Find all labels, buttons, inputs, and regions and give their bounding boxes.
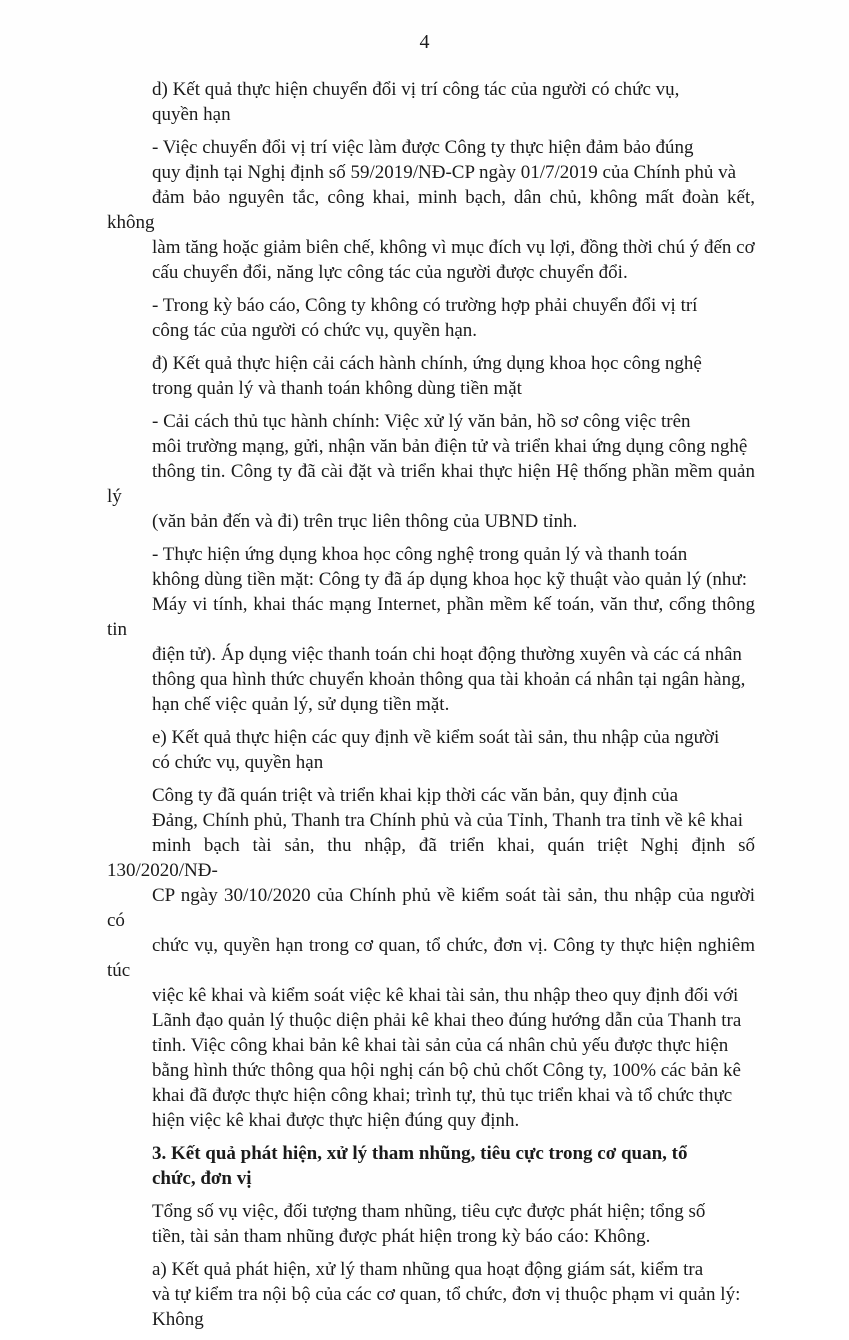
paragraph-s3p1	[107, 1199, 755, 1249]
text-line: hiện việc kê khai được thực hiện đúng quy định.	[152, 1110, 520, 1131]
paragraph-d1	[107, 135, 755, 285]
paragraph-dd1	[107, 409, 755, 534]
text-line: - Trong kỳ báo cáo, Công ty không có trường hợp phải chuyển đổi vị trí	[152, 295, 698, 316]
text-line: CP ngày 30/10/2020 của Chính phủ về kiểm soát tài sản, thu nhập của người có	[107, 885, 755, 931]
text-line: minh bạch tài sản, thu nhập, đã triển khai, quán triệt Nghị định số 130/2020/NĐ-	[107, 835, 755, 881]
paragraph-d2	[107, 293, 755, 343]
text-line: môi trường mạng, gửi, nhận văn bản điện tử và triển khai ứng dụng công nghệ	[152, 436, 748, 457]
text-line: - Việc chuyển đổi vị trí việc làm được Công ty thực hiện đảm bảo đúng	[152, 137, 694, 158]
text-line: khai đã được thực hiện công khai; trình tự, thủ tục triển khai và tổ chức thực	[152, 1085, 733, 1106]
text-line: - Cải cách thủ tục hành chính: Việc xử lý văn bản, hồ sơ công việc trên	[152, 411, 691, 432]
text-line: hạn chế việc quản lý, sử dụng tiền mặt.	[152, 694, 450, 715]
paragraph-dd	[107, 351, 755, 401]
text-line: thông tin. Công ty đã cài đặt và triển khai thực hiện Hệ thống phần mềm quản lý	[107, 461, 755, 507]
text-line: e) Kết quả thực hiện các quy định về kiểm soát tài sản, thu nhập của người	[152, 727, 720, 748]
document-body	[107, 77, 755, 1340]
text-line: và tự kiểm tra nội bộ của các cơ quan, tổ chức, đơn vị thuộc phạm vi quản lý:	[152, 1284, 741, 1305]
text-line: tiền, tài sản tham nhũng được phát hiện trong kỳ báo cáo: Không.	[152, 1226, 651, 1247]
text-line: đ) Kết quả thực hiện cải cách hành chính, ứng dụng khoa học công nghệ	[152, 353, 702, 374]
text-line: đảm bảo nguyên tắc, công khai, minh bạch, dân chủ, không mất đoàn kết, không	[107, 187, 755, 233]
paragraph-e	[107, 725, 755, 775]
text-line: có chức vụ, quyền hạn	[152, 752, 324, 773]
text-line: cấu chuyển đổi, năng lực công tác của người được chuyển đổi.	[152, 262, 628, 283]
text-line: không dùng tiền mặt: Công ty đã áp dụng khoa học kỹ thuật vào quản lý (như:	[152, 569, 747, 590]
text-line: 3. Kết quả phát hiện, xử lý tham nhũng, tiêu cực trong cơ quan, tổ	[152, 1143, 688, 1164]
text-line: tỉnh. Việc công khai bản kê khai tài sản của cá nhân chủ yếu được thực hiện	[152, 1035, 729, 1056]
text-line: chức, đơn vị	[152, 1168, 252, 1189]
paragraph-d	[107, 77, 755, 127]
text-line: - Thực hiện ứng dụng khoa học công nghệ trong quản lý và thanh toán	[152, 544, 688, 565]
page-number: 4	[419, 31, 430, 53]
text-line: điện tử). Áp dụng việc thanh toán chi hoạt động thường xuyên và các cá nhân	[152, 644, 742, 665]
paragraph-s3a	[107, 1257, 755, 1332]
text-line: d) Kết quả thực hiện chuyển đổi vị trí công tác của người có chức vụ,	[152, 79, 680, 100]
text-line: quy định tại Nghị định số 59/2019/NĐ-CP ngày 01/7/2019 của Chính phủ và	[152, 162, 737, 183]
text-line: Không	[152, 1309, 204, 1330]
text-line: Công ty đã quán triệt và triển khai kịp thời các văn bản, quy định của	[152, 785, 679, 806]
text-line: trong quản lý và thanh toán không dùng tiền mặt	[152, 378, 522, 399]
paragraph-dd2	[107, 542, 755, 717]
text-line: bằng hình thức thông qua hội nghị cán bộ chủ chốt Công ty, 100% các bản kê	[152, 1060, 741, 1081]
text-line: Tổng số vụ việc, đối tượng tham nhũng, tiêu cực được phát hiện; tổng số	[152, 1201, 706, 1222]
text-line: chức vụ, quyền hạn trong cơ quan, tổ chức, đơn vị. Công ty thực hiện nghiêm túc	[107, 935, 755, 981]
text-line: quyền hạn	[152, 104, 231, 125]
section-heading-s3	[107, 1141, 755, 1191]
text-line: Đảng, Chính phủ, Thanh tra Chính phủ và của Tỉnh, Thanh tra tỉnh về kê khai	[152, 810, 744, 831]
text-line: a) Kết quả phát hiện, xử lý tham nhũng qua hoạt động giám sát, kiểm tra	[152, 1259, 704, 1280]
text-line: công tác của người có chức vụ, quyền hạn.	[152, 320, 478, 341]
text-line: (văn bản đến và đi) trên trục liên thông của UBND tỉnh.	[152, 511, 578, 532]
text-line: Máy vi tính, khai thác mạng Internet, phần mềm kế toán, văn thư, cổng thông tin	[107, 594, 755, 640]
text-line: việc kê khai và kiểm soát việc kê khai tài sản, thu nhập theo quy định đối với	[152, 985, 739, 1006]
text-line: làm tăng hoặc giảm biên chế, không vì mục đích vụ lợi, đồng thời chú ý đến cơ	[152, 237, 755, 258]
text-line: Lãnh đạo quản lý thuộc diện phải kê khai theo đúng hướng dẫn của Thanh tra	[152, 1010, 742, 1031]
paragraph-e1	[107, 783, 755, 1133]
text-line: thông qua hình thức chuyển khoản thông qua tài khoản cá nhân tại ngân hàng,	[152, 669, 746, 690]
